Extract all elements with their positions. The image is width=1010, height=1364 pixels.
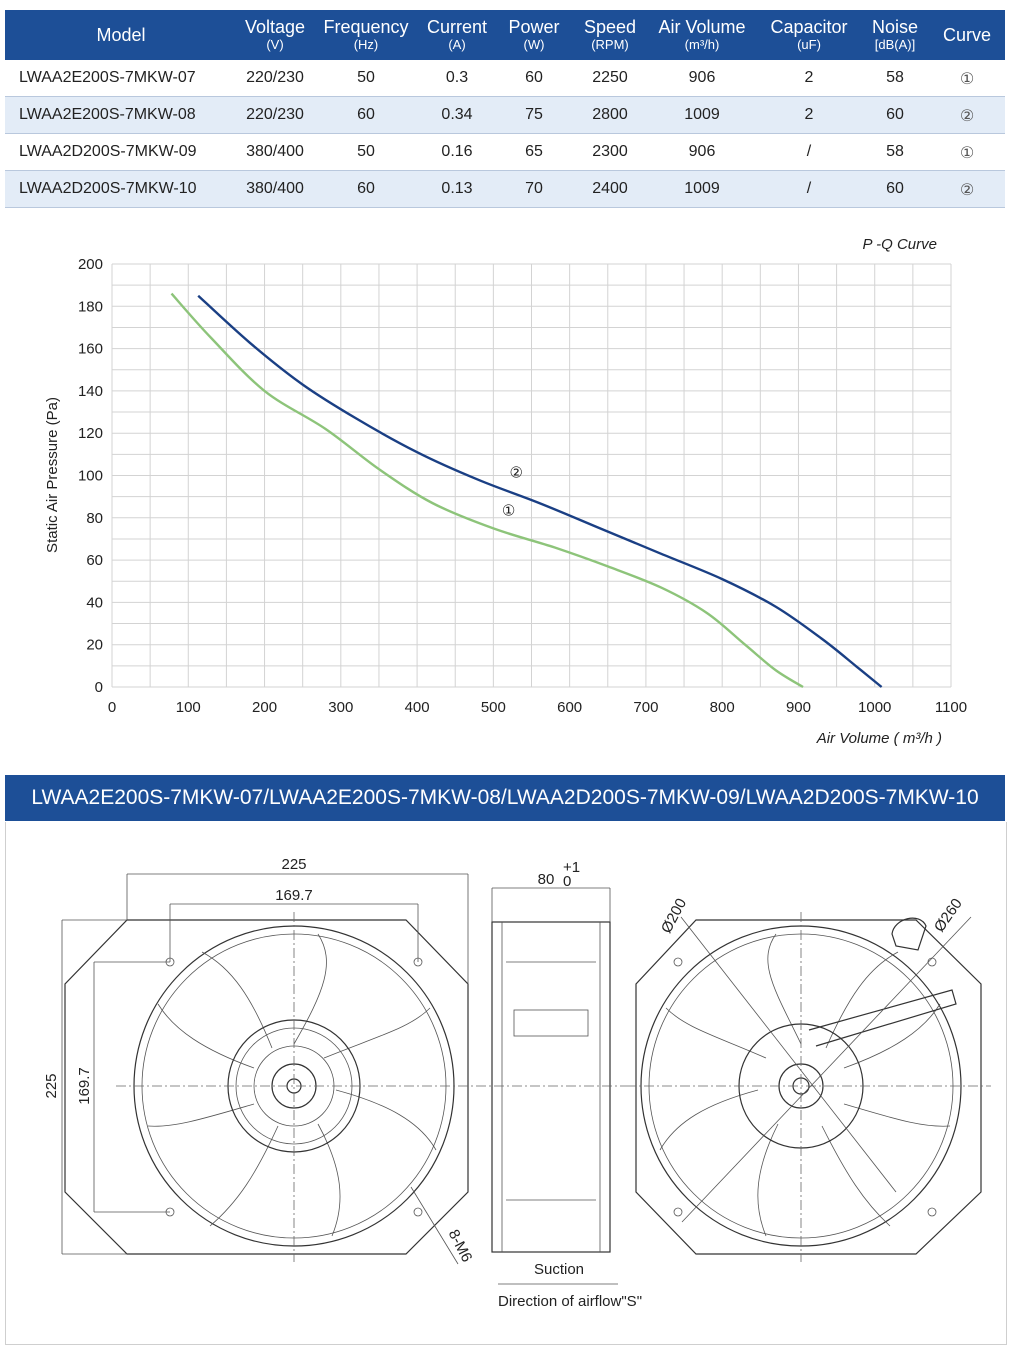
x-tick-label: 700	[633, 699, 659, 716]
cell-power: 75	[495, 97, 573, 134]
y-tick-label: 160	[77, 340, 103, 358]
dimension-drawing-panel	[5, 822, 1007, 1345]
curve-annotation: ②	[509, 464, 523, 482]
x-tick-label: 100	[175, 699, 201, 716]
x-tick-label: 300	[328, 699, 354, 716]
chart-series-group	[172, 294, 882, 687]
cell-speed: 2250	[573, 60, 647, 97]
height-holes-label: 169.7	[76, 1067, 93, 1105]
cell-power: 60	[495, 60, 573, 97]
depth-tol-upper: +1	[563, 859, 581, 876]
depth-label: 80	[537, 871, 555, 888]
rear-impeller-blades	[660, 934, 950, 1236]
y-tick-label: 120	[77, 425, 103, 443]
inner-diameter-leader	[681, 917, 896, 1192]
model-list-banner: LWAA2E200S-7MKW-07/LWAA2E200S-7MKW-08/LWAA2D200S-7MKW-09/LWAA2D200S-7MKW-10	[5, 775, 1005, 821]
side-view-motor-block	[514, 1010, 588, 1036]
mount-hole-leader	[411, 1187, 458, 1264]
header-voltage: Voltage (V)	[244, 17, 306, 52]
spec-table	[5, 10, 1005, 208]
cell-model: LWAA2E200S-7MKW-08	[5, 97, 237, 134]
x-tick-label: 800	[709, 699, 735, 716]
impeller-blades	[148, 934, 436, 1236]
rear-view	[626, 896, 991, 1262]
x-tick-label: 0	[107, 699, 117, 716]
cell-air-volume: 1009	[647, 171, 757, 208]
cell-current: 0.13	[419, 171, 495, 208]
y-tick-label: 200	[77, 256, 103, 273]
header-speed: Speed (RPM)	[583, 17, 637, 52]
cell-model: LWAA2E200S-7MKW-07	[5, 60, 237, 97]
table-header-row	[5, 10, 1005, 60]
cell-current: 0.16	[419, 134, 495, 171]
x-tick-label: 200	[252, 699, 278, 716]
series-line	[172, 294, 804, 687]
cell-model: LWAA2D200S-7MKW-10	[5, 171, 237, 208]
front-view	[43, 856, 476, 1265]
outer-diameter-leader	[682, 917, 971, 1222]
y-tick-label: 60	[86, 552, 103, 570]
pq-chart	[5, 212, 1005, 772]
cell-voltage: 380/400	[237, 171, 313, 208]
cell-speed: 2300	[573, 134, 647, 171]
cell-voltage: 220/230	[237, 97, 313, 134]
cell-curve: ①	[929, 134, 1005, 171]
cell-power: 65	[495, 134, 573, 171]
cell-frequency: 60	[313, 97, 419, 134]
table-row	[5, 134, 1005, 171]
side-depth-dimension	[492, 888, 610, 922]
side-view	[476, 859, 642, 1310]
depth-tol-lower: 0	[563, 873, 572, 890]
x-tick-label: 1000	[858, 699, 892, 716]
x-tick-label: 1100	[934, 699, 968, 716]
header-capacitor: Capacitor (uF)	[770, 17, 848, 52]
y-tick-label: 0	[94, 679, 103, 696]
front-view-housing	[65, 920, 468, 1254]
x-tick-label: 900	[785, 699, 811, 716]
cell-model: LWAA2D200S-7MKW-09	[5, 134, 237, 171]
chart-grid	[112, 264, 951, 687]
rear-mount-holes	[674, 958, 936, 1216]
y-tick-label: 80	[86, 509, 103, 527]
cell-frequency: 50	[313, 60, 419, 97]
outer-diameter-label: Ø260	[930, 895, 966, 936]
x-axis-label: Air Volume ( m³/h )	[816, 730, 942, 747]
y-tick-label: 20	[86, 636, 103, 654]
cell-noise: 60	[861, 171, 929, 208]
cell-capacitor: /	[757, 134, 861, 171]
airflow-label: Direction of airflow"S"	[497, 1293, 643, 1310]
cell-power: 70	[495, 171, 573, 208]
table-row	[5, 60, 1005, 97]
cell-capacitor: /	[757, 171, 861, 208]
cell-noise: 58	[861, 134, 929, 171]
header-current: Current (A)	[426, 17, 488, 52]
suction-label: Suction	[533, 1261, 585, 1278]
table-row	[5, 97, 1005, 134]
width-holes-label: 169.7	[275, 887, 313, 904]
cell-noise: 60	[861, 97, 929, 134]
cell-current: 0.3	[419, 60, 495, 97]
cell-curve: ②	[929, 171, 1005, 208]
cell-capacitor: 2	[757, 97, 861, 134]
header-air-volume: Air Volume (m³/h)	[658, 17, 746, 52]
dimension-drawing	[6, 822, 1006, 1344]
y-tick-label: 40	[86, 594, 103, 612]
x-tick-label: 600	[557, 699, 583, 716]
width-outer-label: 225	[281, 856, 307, 873]
cell-air-volume: 906	[647, 134, 757, 171]
cell-frequency: 50	[313, 134, 419, 171]
cell-voltage: 220/230	[237, 60, 313, 97]
cell-current: 0.34	[419, 97, 495, 134]
cell-noise: 58	[861, 60, 929, 97]
chart-title: P -Q Curve	[862, 236, 937, 253]
y-tick-label: 100	[77, 467, 103, 485]
header-frequency: Frequency (Hz)	[323, 17, 409, 52]
mount-holes-label: 8-M6	[444, 1226, 476, 1266]
x-axis-ticks	[108, 699, 967, 716]
curve-annotation: ①	[501, 502, 516, 520]
table-row	[5, 171, 1005, 208]
header-power: Power (W)	[508, 17, 560, 52]
cell-air-volume: 906	[647, 60, 757, 97]
cell-capacitor: 2	[757, 60, 861, 97]
y-axis-ticks	[78, 256, 103, 696]
side-view-outline	[492, 922, 610, 1252]
y-axis-label: Static Air Pressure (Pa)	[44, 397, 61, 553]
cell-voltage: 380/400	[237, 134, 313, 171]
y-tick-label: 140	[77, 382, 103, 400]
header-curve: Curve	[942, 24, 991, 45]
pq-chart-panel	[5, 212, 1005, 772]
header-model: Model	[96, 24, 146, 45]
series-line	[198, 296, 881, 687]
rear-cable-clamp	[892, 918, 926, 950]
cell-frequency: 60	[313, 171, 419, 208]
header-noise: Noise [dB(A)]	[871, 17, 919, 52]
y-tick-label: 180	[77, 298, 103, 316]
cell-speed: 2400	[573, 171, 647, 208]
cell-air-volume: 1009	[647, 97, 757, 134]
x-tick-label: 400	[404, 699, 430, 716]
cell-curve: ①	[929, 60, 1005, 97]
inner-diameter-label: Ø200	[657, 895, 691, 937]
cell-curve: ②	[929, 97, 1005, 134]
cell-speed: 2800	[573, 97, 647, 134]
x-tick-label: 500	[480, 699, 506, 716]
height-outer-label: 225	[43, 1073, 60, 1099]
